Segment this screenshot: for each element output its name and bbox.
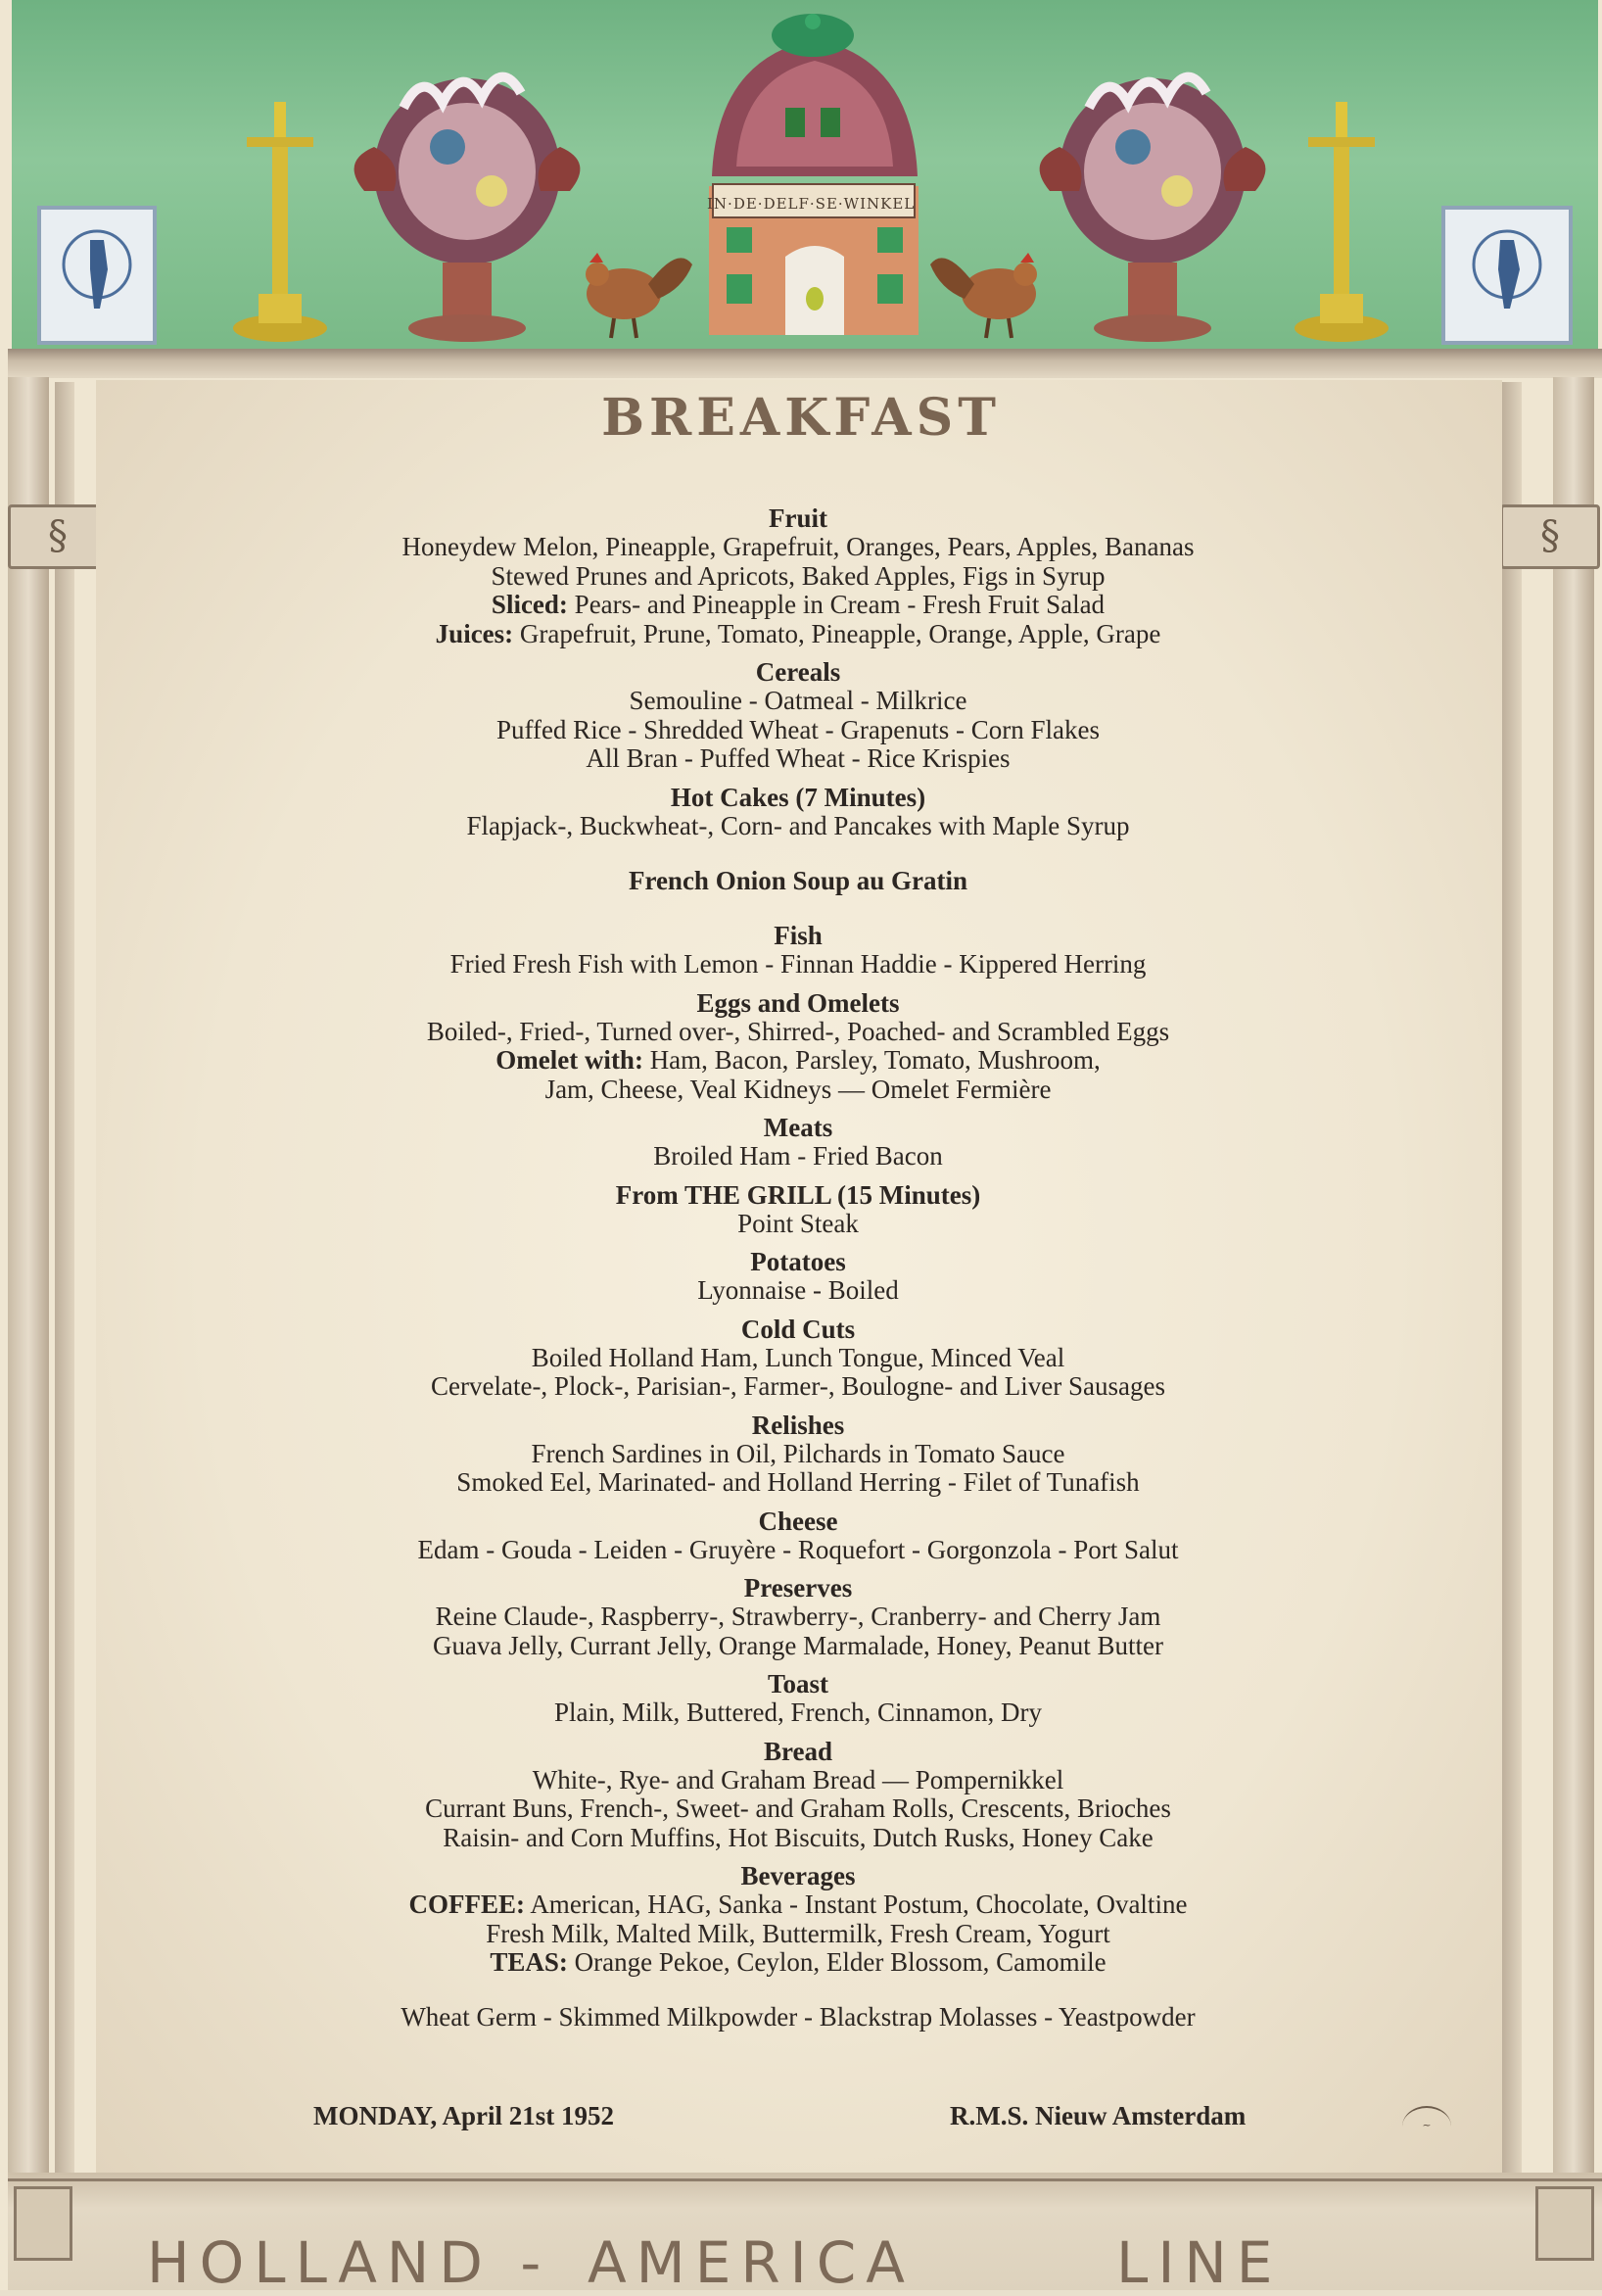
section-fish [196,921,1400,980]
candlestick-icon [1295,102,1389,342]
menu-body [196,503,1400,2032]
section-hot-cakes [196,783,1400,841]
menu-line: Cervelate-, Plock-, Parisian-, Farmer-, Boulogne- and Liver Sausages [431,1371,1165,1401]
section-title: Toast [767,1669,829,1698]
plinth-icon [1535,2186,1594,2261]
menu-line: Flapjack-, Buckwheat-, Corn- and Pancakes with Maple Syrup [466,810,1130,840]
menu-line: Plain, Milk, Buttered, French, Cinnamon, Dry [554,1698,1042,1727]
section-title: Beverages [740,1861,856,1890]
menu-line: Lyonnaise - Boiled [697,1275,899,1305]
menu-line: Reine Claude-, Raspberry-, Strawberry-, Cranberry- and Cherry Jam [435,1602,1161,1631]
section-grill [196,1180,1400,1239]
section-title: Preserves [743,1573,853,1602]
section-beverages [196,1861,1400,1978]
shop-sign: IN·DE·DELF·SE·WINKEL [707,195,916,213]
plinth-icon [14,2186,72,2261]
menu-line: Currant Buns, French-, Sweet- and Graham Rolls, Crescents, Brioches [425,1794,1171,1823]
right-column [1553,377,1594,2199]
menu-line: White-, Rye- and Graham Bread — Pompernikkel [532,1764,1064,1794]
section-title: Cereals [755,657,841,687]
section-title: French Onion Soup au Gratin [628,866,968,895]
mantel-illustration [12,0,1598,355]
left-inner-column [55,382,74,2184]
base-rule [8,2178,1602,2181]
artist-signature-icon: ~ [1402,2106,1451,2147]
section-title: Relishes [751,1410,845,1440]
section-eggs [196,988,1400,1105]
menu-line: Broiled Ham - Fried Bacon [653,1141,943,1171]
tulip-vase-icon [1040,77,1266,342]
rooster-icon [586,253,692,338]
section-title: Hot Cakes (7 Minutes) [670,782,926,812]
rooster-icon [930,253,1037,338]
left-column [8,377,49,2199]
section-bread [196,1737,1400,1853]
section-meats [196,1113,1400,1172]
section-title: Fish [774,921,823,950]
ship-name: R.M.S. Nieuw Amsterdam [950,2101,1247,2130]
menu-line: Sliced: Pears- and Pineapple in Cream - Fresh Fruit Salad [491,590,1106,619]
menu-line: Stewed Prunes and Apricots, Baked Apples, Figs in Syrup [491,560,1106,591]
menu-line: Jam, Cheese, Veal Kidneys — Omelet Fermière [544,1074,1052,1104]
section-toast [196,1669,1400,1728]
delft-tile-icon [1443,208,1571,343]
menu-line: Guava Jelly, Currant Jelly, Orange Marmalade, Honey, Peanut Butter [432,1630,1164,1660]
menu-line: All Bran - Puffed Wheat - Rice Krispies [586,743,1011,773]
menu-line: Edam - Gouda - Leiden - Gruyère - Roquefort - Gorgonzola - Port Salut [417,1534,1179,1564]
section-title: Eggs and Omelets [696,987,900,1018]
delft-tile-icon [39,208,155,343]
menu-line: Puffed Rice - Shredded Wheat - Grapenuts - Corn Flakes [495,714,1101,744]
section-relishes [196,1411,1400,1498]
menu-line: Boiled Holland Ham, Lunch Tongue, Minced Veal [531,1342,1065,1372]
menu-date: MONDAY, April 21st 1952 [313,2101,615,2130]
dollhouse-icon [709,14,919,335]
company-name-part2: AMERICA [588,2229,915,2296]
company-name-part1: HOLLAND - [147,2229,551,2296]
section-preserves [196,1573,1400,1660]
section-title: Bread [763,1736,832,1766]
mantel-ledge [8,349,1602,378]
section-title: Meats [763,1113,833,1142]
company-name-part3: LINE [1116,2229,1283,2296]
tulip-vase-icon [354,77,581,342]
right-inner-column [1502,382,1522,2184]
mantel-drawing [12,0,1598,355]
menu-line: COFFEE: American, HAG, Sanka - Instant Postum, Chocolate, Ovaltine [408,1889,1188,1919]
menu-line: Semouline - Oatmeal - Milkrice [629,686,967,715]
ionic-capital-icon: § [8,504,108,569]
menu-line: Honeydew Melon, Pineapple, Grapefruit, Oranges, Pears, Apples, Bananas [401,532,1195,561]
ionic-capital-icon: § [1500,504,1600,569]
section-fruit [196,503,1400,648]
section-cold-cuts [196,1315,1400,1402]
section-potatoes [196,1247,1400,1306]
menu-line: Smoked Eel, Marinated- and Holland Herring - Filet of Tunafish [456,1467,1140,1497]
menu-line: French Sardines in Oil, Pilchards in Tomato Sauce [531,1438,1065,1468]
section-title: Fruit [769,503,827,533]
section-cereals [196,657,1400,774]
section-soup [196,866,1400,895]
extras-line: Wheat Germ - Skimmed Milkpowder - Blackstrap Molasses - Yeastpowder [400,2001,1196,2032]
menu-line: TEAS: Orange Pekoe, Ceylon, Elder Blossom, Camomile [490,1947,1107,1977]
section-title: From THE GRILL (15 Minutes) [615,1179,981,1210]
section-title: Cheese [758,1506,838,1536]
menu-line: Raisin- and Corn Muffins, Hot Biscuits, Dutch Rusks, Honey Cake [443,1822,1154,1852]
menu-line: Fresh Milk, Malted Milk, Buttermilk, Fresh Cream, Yogurt [486,1918,1110,1948]
candlestick-icon [233,102,327,342]
menu-line: Fried Fresh Fish with Lemon - Finnan Haddie - Kippered Herring [449,949,1147,979]
menu-title: BREAKFAST [601,388,1001,448]
menu-line: Omelet with: Ham, Bacon, Parsley, Tomato, Mushroom, [495,1045,1101,1075]
menu-line: Point Steak [737,1208,859,1238]
section-title: Cold Cuts [740,1314,856,1344]
section-title: Potatoes [750,1247,846,1276]
section-cheese [196,1507,1400,1565]
menu-line: Boiled-, Fried-, Turned over-, Shirred-, Poached- and Scrambled Eggs [426,1016,1170,1046]
menu-line: Juices: Grapefruit, Prune, Tomato, Pineapple, Orange, Apple, Grape [435,618,1161,648]
